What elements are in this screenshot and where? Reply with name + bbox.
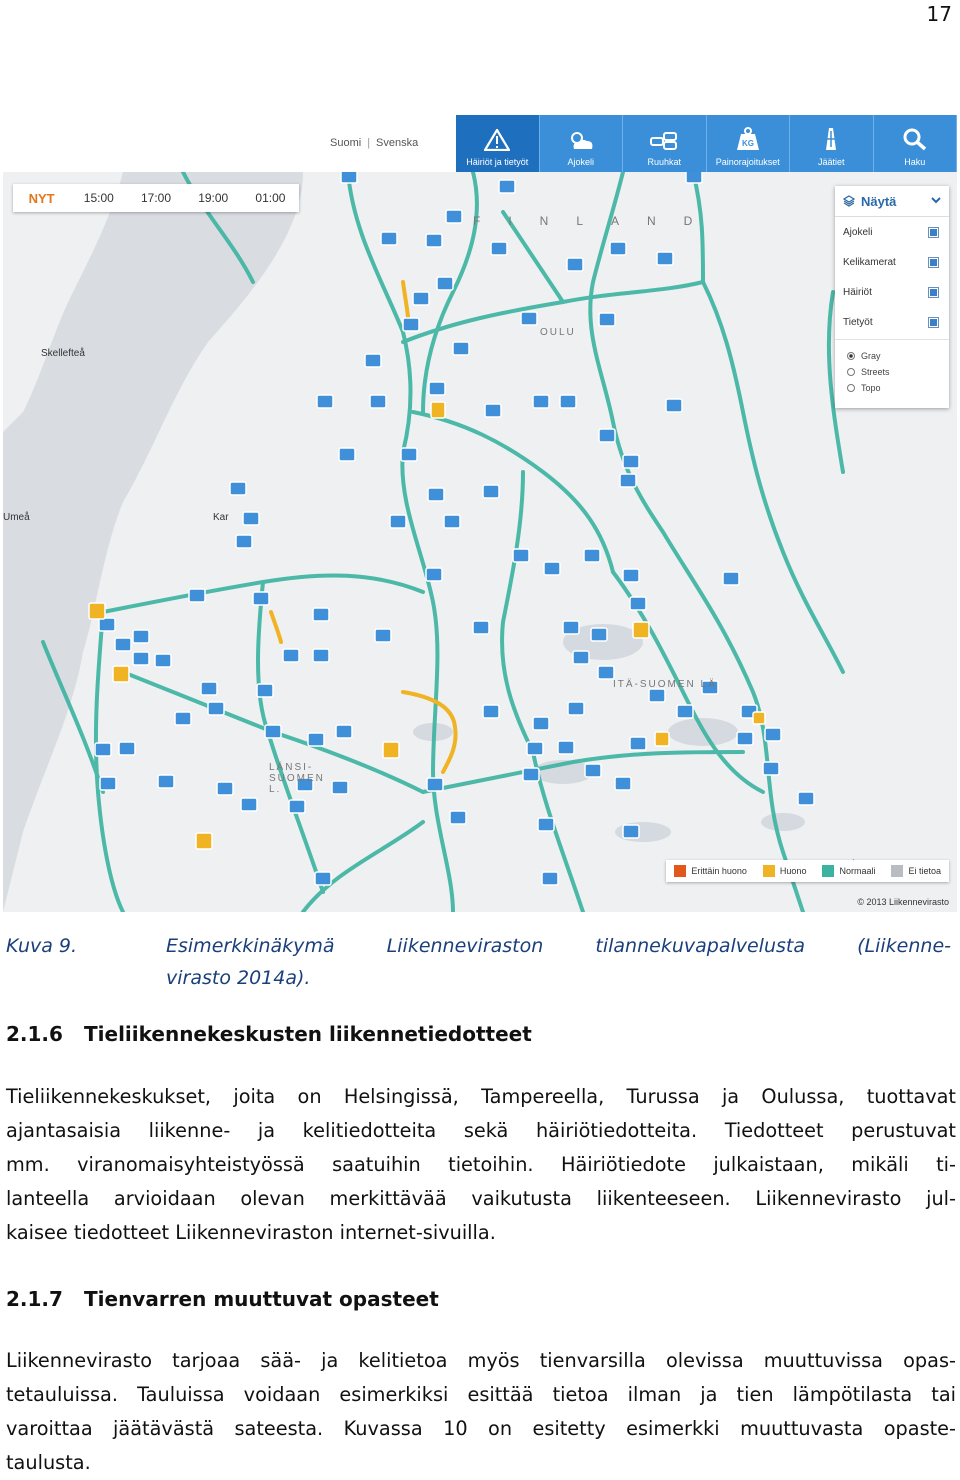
checkbox[interactable] [928, 257, 939, 268]
search-icon [902, 127, 928, 151]
basemap-gray[interactable]: Gray [847, 348, 949, 364]
label-umea: Umeå [3, 512, 30, 523]
layer-ajokeli[interactable]: Ajokeli [835, 217, 949, 247]
legend-bad: Huono [755, 860, 815, 882]
layer-hairiot[interactable]: Häiriöt [835, 277, 949, 307]
nav-weight-button[interactable]: KG Painorajoitukset [707, 115, 791, 172]
radio[interactable] [847, 352, 855, 360]
map-copyright: © 2013 Liikennevirasto [857, 897, 949, 907]
checkbox[interactable] [928, 317, 939, 328]
map-canvas [3, 172, 957, 912]
time-now[interactable]: NYT [28, 190, 55, 206]
layers-icon [843, 195, 855, 207]
nav-traffic-button[interactable]: Ruuhkat [623, 115, 707, 172]
nav-search-button[interactable]: Haku [874, 115, 958, 172]
layer-tietyot[interactable]: Tietyöt [835, 307, 949, 337]
caption-line-1: Esimerkkinäkymä Liikenneviraston tilannekuvapalvelusta (Liikenne- [166, 935, 951, 957]
nav-disruptions-button[interactable]: Häiriöt ja tietyöt [456, 115, 540, 172]
time-selector [13, 184, 299, 212]
time-0100[interactable]: 01:00 [255, 191, 286, 205]
basemap-options [835, 339, 949, 396]
label-oulu: OULU [540, 327, 576, 338]
nav-ice-roads-button[interactable]: Jäätiet [790, 115, 874, 172]
legend-normal: Normaali [814, 860, 883, 882]
language-switch: Suomi | Svenska [330, 137, 419, 149]
label-lansi-suomi: LÄNSI-SUOMEN L. [269, 762, 325, 795]
legend-very-bad: Erittäin huono [666, 860, 755, 882]
checkbox[interactable] [928, 287, 939, 298]
section-heading-2-1-7: 2.1.7 Tienvarren muuttuvat opasteet [6, 1287, 439, 1311]
legend-no-data: Ei tietoa [883, 860, 949, 882]
map-navbar [456, 115, 957, 172]
layer-panel-header[interactable]: Näytä [835, 186, 949, 217]
radio[interactable] [847, 368, 855, 376]
time-1900[interactable]: 19:00 [198, 191, 229, 205]
checkbox[interactable] [928, 227, 939, 238]
basemap-topo[interactable]: Topo [847, 380, 949, 396]
traffic-map-screenshot [3, 115, 957, 912]
chevron-down-icon [931, 196, 941, 204]
layer-panel [835, 186, 949, 408]
section-heading-2-1-6: 2.1.6 Tieliikennekeskusten liikennetiedotteet [6, 1022, 532, 1046]
ice-road-icon [818, 127, 844, 151]
traffic-jam-icon [649, 129, 679, 151]
nav-weather-button[interactable]: Ajokeli [540, 115, 624, 172]
basemap-streets[interactable]: Streets [847, 364, 949, 380]
section-2-1-7-paragraph: Liikennevirasto tarjoaa sää- ja kelitietoa myös tienvarsilla olevissa muuttuvissa opas- tetauluissa. Tauluissa voidaan esimerkiksi esittää tietoa ilman ja tien lämpötilasta tai varoittaa jäätävästä sateesta. Kuvassa 10 on esitetty esimerkki muuttuvasta opaste- taulusta. [6, 1349, 956, 1474]
caption-line-2: virasto 2014a). [166, 967, 311, 989]
label-kar: Kar [213, 512, 229, 523]
map-topbar [3, 115, 957, 172]
page-number: 17 [926, 2, 952, 26]
lang-suomi[interactable]: Suomi [330, 137, 362, 149]
svg-text:KG: KG [741, 139, 754, 148]
label-finland: FINLAND [473, 214, 721, 228]
label-ita-suomi: ITÄ-SUOMEN LÄ [613, 679, 717, 690]
time-1500[interactable]: 15:00 [83, 191, 114, 205]
caption-label: Kuva 9. [6, 935, 78, 957]
weather-icon [566, 129, 596, 151]
map-view[interactable] [3, 172, 957, 912]
radio[interactable] [847, 384, 855, 392]
lang-svenska[interactable]: Svenska [376, 137, 419, 149]
weight-limit-icon [735, 127, 761, 151]
warning-icon [484, 129, 510, 151]
layer-kelikamerat[interactable]: Kelikamerat [835, 247, 949, 277]
time-1700[interactable]: 17:00 [140, 191, 172, 205]
label-skelleftea: Skellefteå [41, 348, 85, 359]
map-legend [666, 860, 949, 882]
section-2-1-6-paragraph: Tieliikennekeskukset, joita on Helsingissä, Tampereella, Turussa ja Oulussa, tuottavat ajantasaisia liikenne- ja kelitiedotteita sekä häiriötiedotteita. Tiedotteet perustuvat mm. viranomaisyhteistyössä saatuihin tietoihin. Häiriötiedote julkaistaan, mikäli ti- lanteella arvioidaan olevan merkittävää vaikutusta liikenteeseen. Liikennevirasto jul- kaisee tiedotteet Liikenneviraston internet-sivuilla. [6, 1085, 956, 1244]
